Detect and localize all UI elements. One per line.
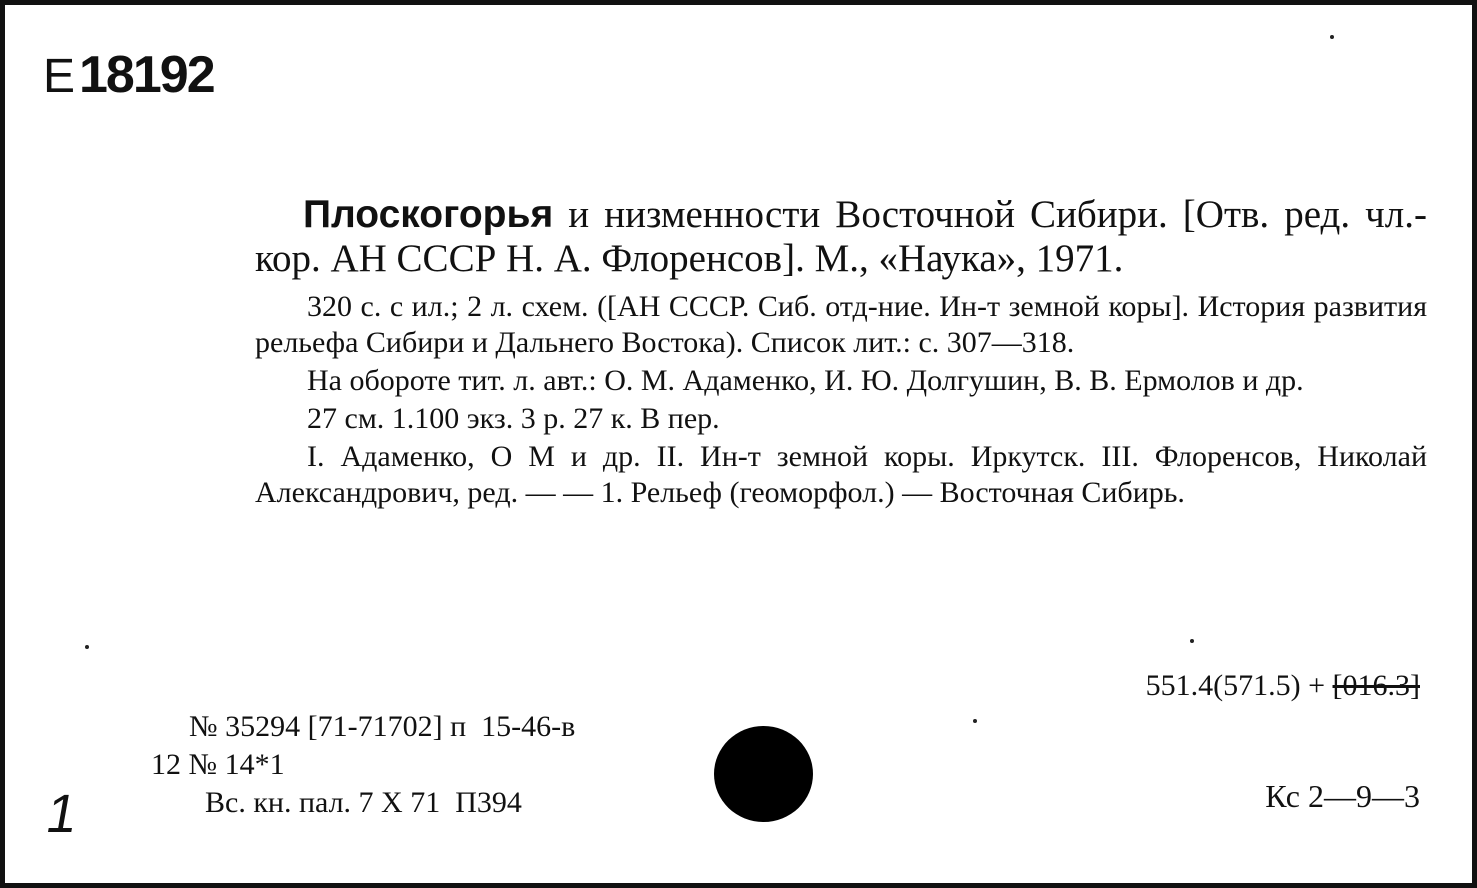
handwritten-mark: 1: [41, 784, 83, 844]
struck-code: [016.3]: [1332, 669, 1420, 702]
dust-speck: [1330, 35, 1334, 39]
authors-note: На обороте тит. л. авт.: О. М. Адаменко, И. Ю. Долгушин, В. В. Ермолов и др.: [307, 364, 1304, 397]
call-number: [43, 45, 214, 105]
tracings: I. Адаменко, О М и др. II. Ин-т земной коры. Иркутск. III. Флоренсов, Николай Александрович, ред. — — 1. Рельеф (геоморфол.) — Восточная Сибирь.: [255, 440, 1427, 509]
call-number-value: 18192: [79, 46, 214, 104]
imprint-line-3: Вс. кн. пал. 7 Х 71 П394: [205, 786, 522, 819]
card-code: Кс 2—9—3: [1265, 778, 1420, 814]
imprint-line-2: 12 № 14*1: [151, 748, 285, 781]
dust-speck: [973, 719, 977, 723]
udc-code: 551.4(571.5): [1145, 669, 1301, 702]
physical-description: 27 см. 1.100 экз. 3 р. 27 к. В пер.: [307, 402, 720, 435]
dust-speck: [85, 645, 89, 649]
ink-blot: [714, 726, 813, 822]
imprint-line-1: № 35294 [71-71702] п 15-46-в: [189, 710, 576, 743]
title-statement: [255, 193, 1427, 281]
title-heading: Плоскогорья: [303, 193, 554, 236]
collation: 320 с. с ил.; 2 л. схем. ([АН СССР. Сиб. отд-ние. Ин-т земной коры]. История развития рельефа Сибири и Дальнего Востока). Список лит.: с. 307—318.: [255, 290, 1427, 359]
bibliographic-entry: [255, 193, 1427, 511]
imprint-codes: [151, 708, 575, 822]
classification-number: 551.4(571.5) + [016.3]: [1145, 669, 1420, 702]
title-rest: и низменности Восточной Сибири. [Отв. ред. чл.-кор. АН СССР Н. А. Флоренсов]. М., «Наука», 1971.: [255, 193, 1427, 280]
call-number-prefix: Е: [43, 50, 74, 103]
dust-speck: [1190, 639, 1194, 643]
